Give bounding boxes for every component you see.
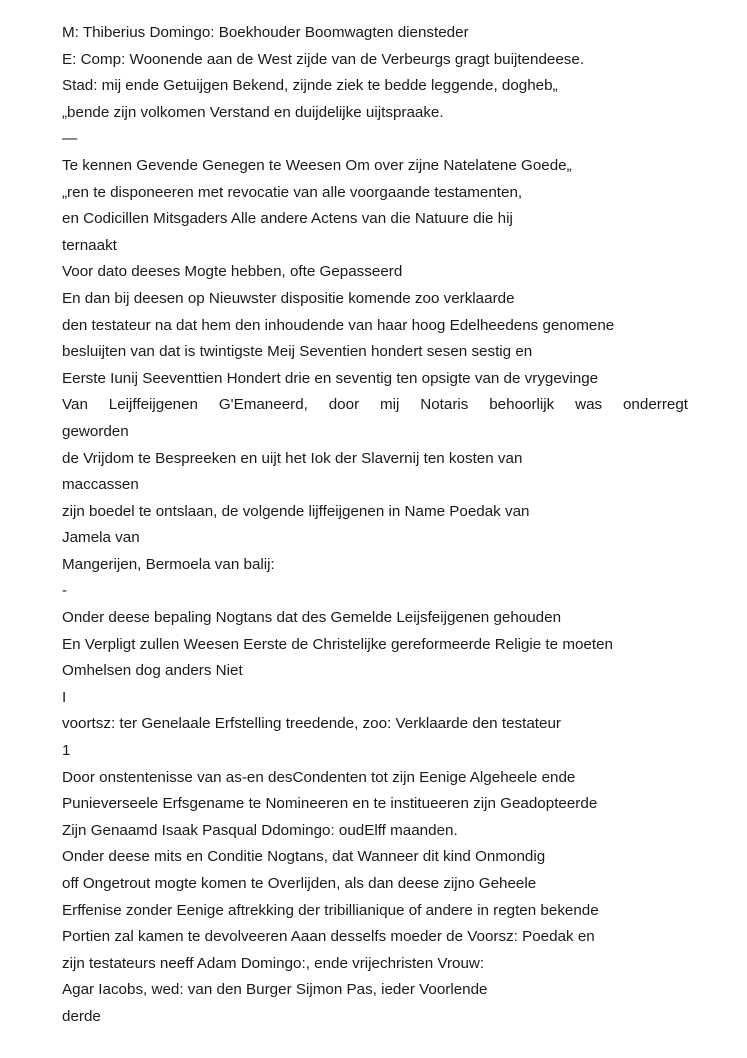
text-line: — bbox=[62, 130, 78, 148]
text-line: Erffenise zonder Eenige aftrekking der tribillianique of andere in regten bekende bbox=[62, 901, 599, 919]
text-line: ternaakt bbox=[62, 236, 117, 254]
text-line: zijn boedel te ontslaan, de volgende lijffeijgenen in Name Poedak van bbox=[62, 502, 530, 520]
text-line: en Codicillen Mitsgaders Alle andere Actens van die Natuure die hij bbox=[62, 210, 513, 228]
text-line: Stad: mij ende Getuijgen Bekend, zijnde ziek te bedde leggende, dogheb„ bbox=[62, 77, 558, 95]
text-line: Onder deese mits en Conditie Nogtans, dat Wanneer dit kind Onmondig bbox=[62, 848, 546, 866]
text-line: E: Comp: Woonende aan de West zijde van de Verbeurgs gragt buijtendeese. bbox=[62, 50, 585, 68]
document-text bbox=[62, 20, 688, 1031]
text-line: Punieverseele Erfsgename te Nomineeren en te institueeren zijn Geadopteerde bbox=[62, 795, 598, 813]
text-line: En dan bij deesen op Nieuwster dispositie komende zoo verklaarde bbox=[62, 289, 515, 307]
text-line: „bende zijn volkomen Verstand en duijdelijke uijtspraake. bbox=[62, 103, 444, 121]
text-line: de Vrijdom te Bespreeken en uijt het Iok der Slavernij ten kosten van bbox=[62, 449, 523, 467]
text-line: Onder deese bepaling Nogtans dat des Gemelde Leijsfeijgenen gehouden bbox=[62, 609, 562, 627]
text-line: Portien zal kamen te devolveeren Aaan desselfs moeder de Voorsz: Poedak en bbox=[62, 928, 595, 946]
text-line: zijn testateurs neeff Adam Domingo:, ende vrijechristen Vrouw: bbox=[62, 954, 485, 972]
text-line: Voor dato deeses Mogte hebben, ofte Gepasseerd bbox=[62, 263, 403, 281]
text-line: off Ongetrout mogte komen te Overlijden, als dan deese zijno Geheele bbox=[62, 875, 537, 892]
text-line: En Verpligt zullen Weesen Eerste de Christelijke gereformeerde Religie te moeten bbox=[62, 635, 613, 653]
text-line: 1 bbox=[62, 742, 71, 760]
text-line: Mangerijen, Bermoela van balij: bbox=[62, 555, 275, 573]
text-line: besluijten van dat is twintigste Meij Seventien hondert sesen sestig en bbox=[62, 343, 533, 361]
text-line: Omhelsen dog anders Niet bbox=[62, 662, 243, 680]
text-line: derde bbox=[62, 1007, 101, 1025]
text-line: Agar Iacobs, wed: van den Burger Sijmon Pas, ieder Voorlende bbox=[62, 981, 488, 999]
text-line: - bbox=[62, 582, 68, 600]
text-line: geworden bbox=[62, 422, 129, 440]
text-line: M: Thiberius Domingo: Boekhouder Boomwagten diensteder bbox=[62, 24, 469, 41]
text-line: I bbox=[62, 688, 67, 706]
text-line: voortsz: ter Genelaale Erfstelling treedende, zoo: Verklaarde den testateur bbox=[62, 715, 561, 733]
text-line: Eerste Iunij Seeventtien Hondert drie en seventig ten opsigte van de vrygevinge bbox=[62, 369, 599, 387]
text-line: Te kennen Gevende Genegen te Weesen Om over zijne Natelatene Goede„ bbox=[62, 156, 572, 174]
text-line: maccassen bbox=[62, 476, 139, 494]
text-line: „ren te disponeeren met revocatie van alle voorgaande testamenten, bbox=[62, 183, 523, 201]
text-line: Zijn Genaamd Isaak Pasqual Ddomingo: oudElff maanden. bbox=[62, 821, 458, 839]
text-line: Jamela van bbox=[62, 529, 140, 547]
text-line: Door onstentenisse van as-en desCondenten tot zijn Eenige Algeheele ende bbox=[62, 768, 576, 786]
text-line: Van Leijffeijgenen G'Emaneerd, door mij Notaris behoorlijk was onderregt bbox=[62, 396, 688, 414]
text-line: den testateur na dat hem den inhoudende van haar hoog Edelheedens genomene bbox=[62, 316, 615, 334]
